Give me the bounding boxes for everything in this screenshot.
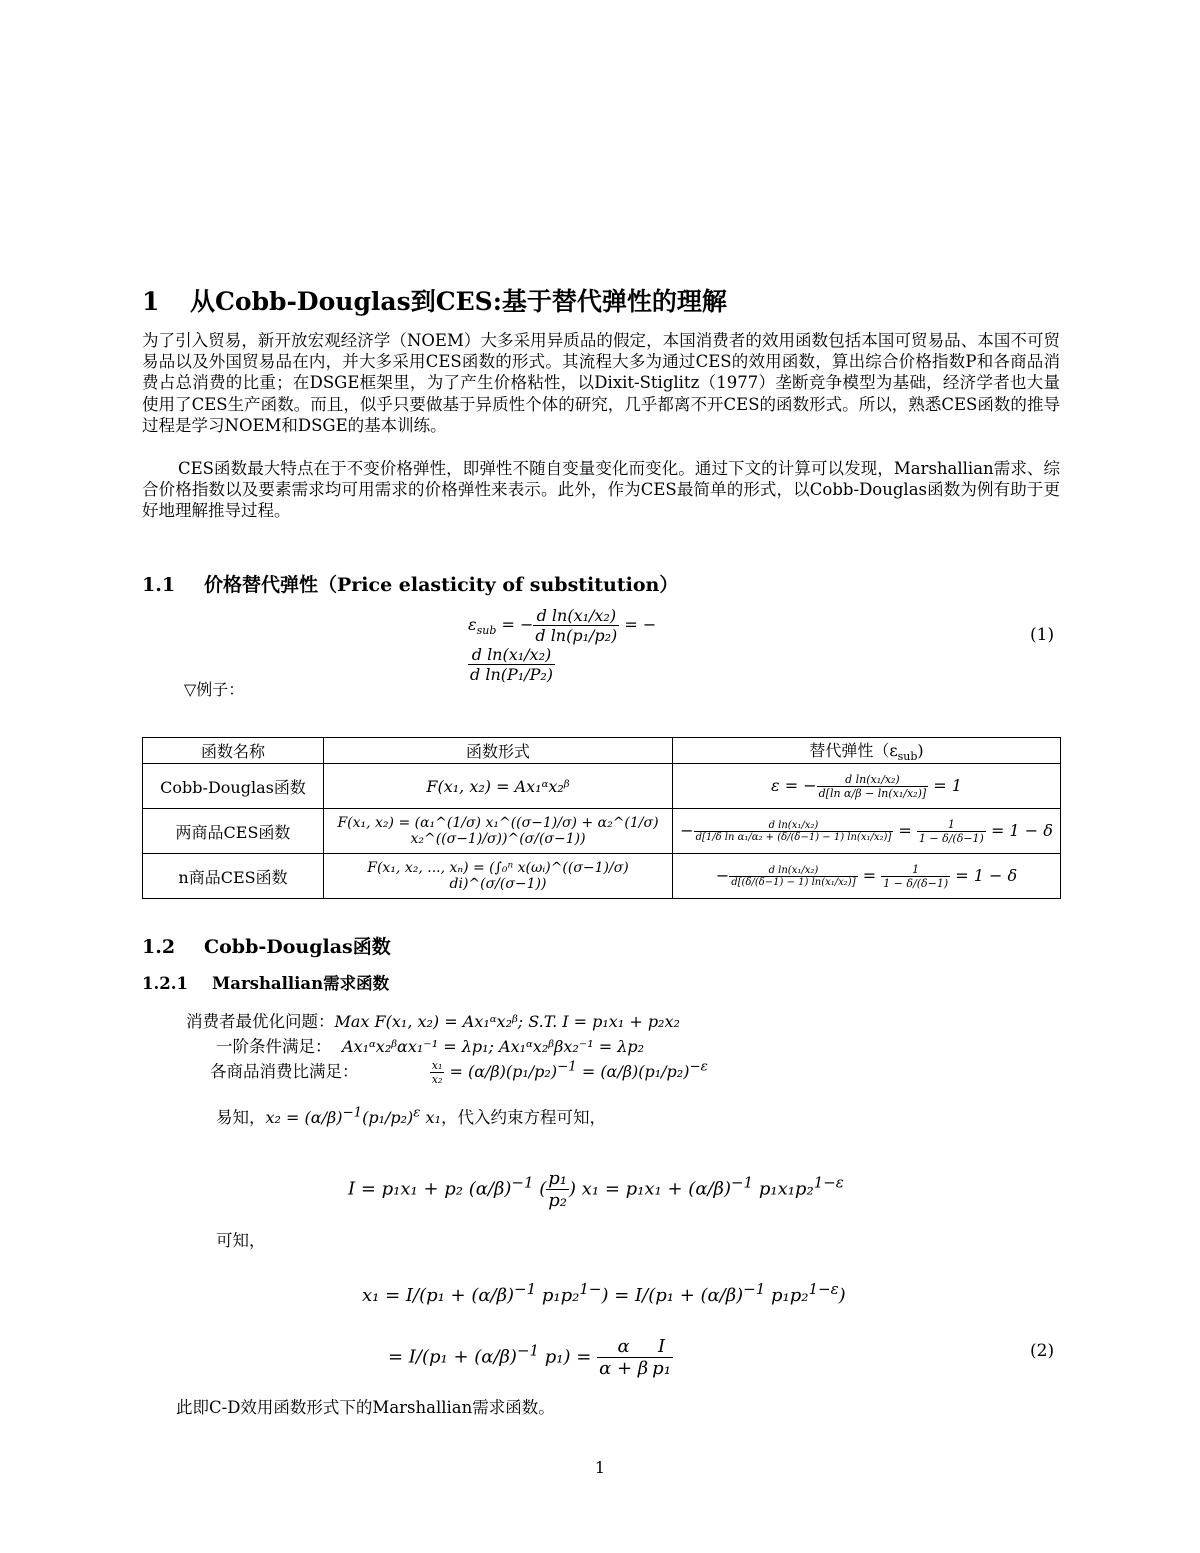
subsection-number: 1.2	[142, 936, 176, 958]
equation-1: $\varepsilon_{sub}$ = − $\frac{\text{d ln(x₁/x₂)}}{\text{d ln(p₁/p₂)}}$ = − $\frac{\text{d ln(x₁/x₂)}}{\text{d ln(P₁/P₂)}}$	[468, 606, 657, 684]
know-line	[216, 1104, 606, 1128]
equation-2-line-2: = $I/(p_1 + (\alpha/\beta)^{-1}$ p₁) = $\frac{\alpha}{\alpha + \beta}$ $\frac{I}{\text{p₁}}$	[388, 1336, 671, 1379]
table-cell-name: Cobb-Douglas函数	[143, 764, 324, 809]
table-cell-form: F(x₁, x₂) = Ax₁ᵅx₂ᵝ	[324, 764, 673, 809]
know-label: 易知，	[216, 1108, 266, 1127]
subsection-number: 1.1	[142, 574, 176, 596]
equation-number-1: (1)	[1030, 625, 1055, 645]
subsubsection-title: Marshallian需求函数	[212, 974, 390, 993]
equation-2-line-1: $x_1 = I/(p_1 + (\alpha/\beta)^{-1}$ $p_1p_2^{1-}) = I/(p_1 + (\alpha/\beta)^{-1}$ p₁p₂$^{1-\varepsilon}$)	[362, 1280, 846, 1306]
intro-paragraph-2: CES函数最大特点在于不变价格弹性，即弹性不随自变量变化而变化。通过下文的计算可以发现，Marshallian需求、综合价格指数以及要素需求均可用需求的价格弹性来表示。此外，作为CES最简单的形式，以Cobb-Douglas函数为例有助于更好地理解推导过程。	[142, 459, 1060, 521]
elasticity-value: = 1	[933, 775, 962, 795]
subsection-heading	[142, 932, 391, 959]
table-cell-form: F(x₁, x₂, ..., xₙ) = (∫₀ⁿ x(ωᵢ)^((σ−1)/σ) di)^(σ/(σ−1))	[324, 854, 673, 899]
header-subscript: sub	[897, 750, 918, 764]
table-cell-elasticity: ε = − $\frac{\text{d ln(x₁/x₂)}}{\text{d[ln α/β − ln(x₁/x₂)]}}$ = 1	[673, 764, 1061, 809]
table-header-row	[143, 738, 1061, 764]
eq1-fraction-b: $\frac{\text{d ln(x₁/x₂)}}{\text{d ln(P₁/P₂)}}$	[470, 645, 553, 684]
table-header	[673, 738, 1061, 764]
elasticity-value: = 1 − δ	[955, 865, 1018, 885]
eq1-epsilon: ε	[468, 615, 477, 634]
foc-label: 一阶条件满足：	[216, 1037, 332, 1056]
table-header: 函数形式	[324, 738, 673, 764]
table-cell-name: 两商品CES函数	[143, 809, 324, 854]
subsubsection-heading	[142, 970, 389, 994]
eq1-fraction-a: $\frac{\text{d ln(x₁/x₂)}}{\text{d ln(p₁/p₂)}}$	[535, 606, 618, 645]
know-math: $x_2 = (\alpha/\beta)^{-1}(p_1/p_2)^\varepsilon$ x₁	[265, 1105, 441, 1127]
page-number: 1	[594, 1458, 606, 1477]
elasticity-table	[142, 737, 1061, 899]
table-row	[143, 764, 1061, 809]
problem-math: Max F(x₁, x₂) = Ax₁ᵅx₂ᵝ; S.T. I = p₁x₁ + p₂x₂	[334, 1012, 680, 1031]
ratio-line	[210, 1058, 708, 1086]
foc-line	[216, 1033, 644, 1057]
ratio-math: $\frac{\text{x₁}}{\text{x₂}}$ = $(\alpha/\beta)(p_1/p_2)^{-1} = (\alpha/\beta)(p_1/p_2)^{-\varepsilon}$	[431, 1059, 708, 1086]
table-cell-form: F(x₁, x₂) = (α₁^(1/σ) x₁^((σ−1)/σ) + α₂^(1/σ) x₂^((σ−1)/σ))^(σ/(σ−1))	[324, 809, 673, 854]
eq1-subscript: sub	[476, 624, 497, 638]
section-number: 1	[142, 287, 160, 316]
elasticity-value: = 1 − δ	[990, 820, 1053, 840]
budget-equation: I = p₁x₁ + p₂ $(\alpha/\beta)^{-1}$ ( $\frac{\text{p₁}}{\text{p₂}}$ ) $x_1 = p_1x_1 + (\alpha/\beta)^{-1}$ p₁x₁p₂$^{1-\varepsilon}$	[348, 1168, 844, 1211]
section-title: 从Cobb-Douglas到CES:基于替代弹性的理解	[190, 287, 727, 316]
intro-paragraph-1: 为了引入贸易，新开放宏观经济学（NOEM）大多采用异质品的假定，本国消费者的效用函数包括本国可贸易品、本国不可贸易品以及外国贸易品在内，并大多采用CES函数的形式。其流程大多为通过CES的效用函数，算出综合价格指数P和各商品消费占总消费的比重；在DSGE框架里，为了产生价格粘性，以Dixit-Stiglitz（1977）垄断竞争模型为基础，经济学者也大量使用了CES生产函数。而且，似乎只要做基于异质性个体的研究，几乎都离不开CES的函数形式。所以，熟悉CES函数的推导过程是学习NOEM和DSGE的基本训练。	[142, 331, 1060, 435]
foc-math: Ax₁ᵅx₂ᵝαx₁⁻¹ = λp₁; Ax₁ᵅx₂ᵝβx₂⁻¹ = λp₂	[342, 1037, 644, 1056]
conclusion-text: 此即C-D效用函数形式下的Marshallian需求函数。	[176, 1398, 555, 1417]
table-cell-elasticity: − $\frac{\text{d ln(x₁/x₂)}}{\text{d[(δ/(δ−1) − 1) ln(x₁/x₂)]}}$ = $\frac{1}{1 - \delta/(\delta-1)}$ = 1 − δ	[673, 854, 1061, 899]
know-tail: ，代入约束方程可知，	[440, 1108, 606, 1127]
table-cell-elasticity: − $\frac{\text{d ln(x₁/x₂)}}{\text{d[1/δ ln α₁/α₂ + (δ/(δ−1) − 1) ln(x₁/x₂)]}}$ = $\frac{1}{1 - \delta/(\delta-1)}$ = 1 − δ	[673, 809, 1061, 854]
section-heading	[142, 282, 727, 318]
table-cell-name: n商品CES函数	[143, 854, 324, 899]
subsubsection-number: 1.2.1	[142, 974, 188, 993]
header-close: )	[917, 741, 924, 760]
table-header: 函数名称	[143, 738, 324, 764]
subsection-title: 价格替代弹性（Price elasticity of substitution）	[204, 574, 679, 596]
subsection-heading	[142, 570, 678, 597]
equation-number-2: (2)	[1030, 1341, 1055, 1361]
problem-line	[186, 1008, 680, 1032]
problem-label: 消费者最优化问题：	[186, 1012, 335, 1031]
subsection-title: Cobb-Douglas函数	[204, 936, 391, 958]
example-label: ▽例子：	[184, 680, 245, 699]
keyi-label: 可知，	[216, 1231, 266, 1250]
table-row	[143, 854, 1061, 899]
header-text: 替代弹性（ε	[809, 741, 898, 760]
table-row	[143, 809, 1061, 854]
ratio-label: 各商品消费比满足：	[210, 1062, 359, 1081]
